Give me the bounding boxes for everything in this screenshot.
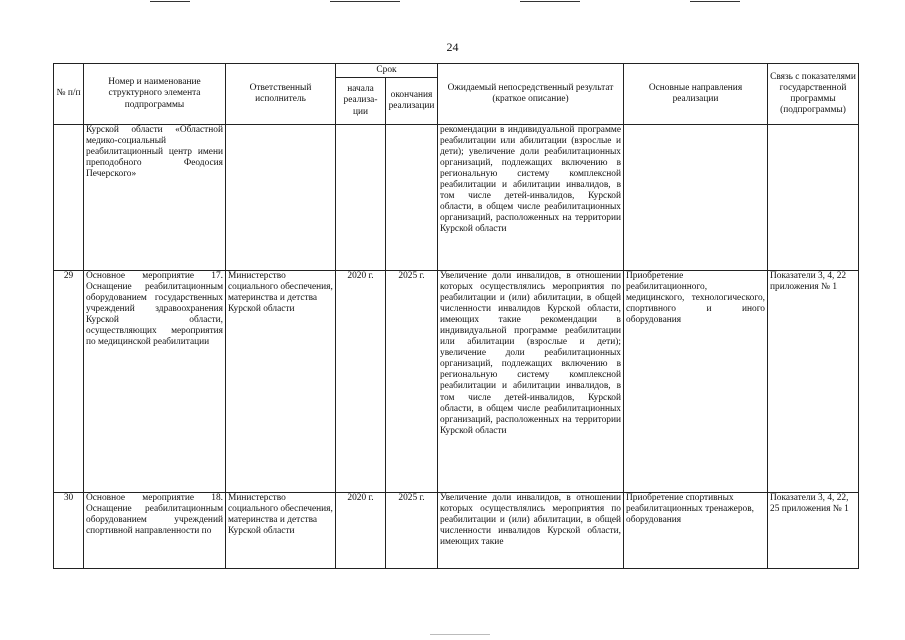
row-link [768,125,859,271]
row-directions: Приобретение реабилитационного, медицинского, технологического, спортивного и иного оборудования [624,271,768,493]
table-row [54,125,859,271]
scan-bottom-artifact [430,634,490,635]
scan-edge-artifact [0,0,905,4]
header-name: Номер и наименование структурного элемента подпрограммы [84,64,226,125]
row-end: 2025 г. [386,271,438,493]
row-name: Основное мероприятие 17. Оснащение реабилитационным оборудованием государственных учреждений здравоохранения Курской области, осуществляющих мероприятия по медицинской реабилитации [84,271,226,493]
header-responsible: Ответственный исполнитель [226,64,336,125]
row-start [336,125,386,271]
row-directions [624,125,768,271]
row-responsible [226,125,336,271]
header-term: Срок [336,64,438,78]
header-directions: Основные направления реализации [624,64,768,125]
header-end: окончания реализации [386,78,438,125]
table-row [54,493,859,569]
page-number: 24 [446,40,459,54]
row-name: Основное мероприятие 18. Оснащение реабилитационным оборудованием учреждений спортивной направленности по [84,493,226,569]
program-table [53,63,859,569]
row-end: 2025 г. [386,493,438,569]
row-name: Курской области «Областной медико-социальный реабилитационный центр имени преподобного Феодосия Печерского» [84,125,226,271]
header-link: Связь с показателями государственной программы (подпрограммы) [768,64,859,125]
row-num: 30 [54,493,84,569]
row-num [54,125,84,271]
row-start: 2020 г. [336,271,386,493]
header-start: начала реализа-ции [336,78,386,125]
row-result: Увеличение доли инвалидов, в отношении которых осуществлялись мероприятия по реабилитации и (или) абилитации, в общей численности инвалидов Курской области, имеющих такие рекомендации в индивидуальной программе реабилитации или абилитации (взрослые и дети); увеличение доли реабилитационных организаций, подлежащих включению в региональную систему комплексной реабилитации и абилитации инвалидов, в том числе детей-инвалидов, Курской области, в общем числе реабилитационных организаций, расположенных на территории Курской области [438,271,624,493]
row-responsible: Министерство социального обеспечения, материнства и детства Курской области [226,271,336,493]
row-result: рекомендации в индивидуальной программе реабилитации или абилитации (взрослые и дети); увеличение доли реабилитационных организаций, подлежащих включению в региональную систему комплексной реабилитации и абилитации инвалидов, в том числе детей-инвалидов, Курской области, в общем числе реабилитационных организаций, расположенных на территории Курской области [438,125,624,271]
header-num: № п/п [54,64,84,125]
row-result: Увеличение доли инвалидов, в отношении которых осуществлялись мероприятия по реабилитации и (или) абилитации, в общей численности инвалидов Курской области, имеющих такие [438,493,624,569]
row-num: 29 [54,271,84,493]
row-directions: Приобретение спортивных реабилитационных тренажеров, оборудования [624,493,768,569]
row-start: 2020 г. [336,493,386,569]
row-end [386,125,438,271]
row-responsible: Министерство социального обеспечения, материнства и детства Курской области [226,493,336,569]
row-link: Показатели 3, 4, 22, 25 приложения № 1 [768,493,859,569]
header-result: Ожидаемый непосредственный результат (краткое описание) [438,64,624,125]
row-link: Показатели 3, 4, 22 приложения № 1 [768,271,859,493]
table-row [54,271,859,493]
